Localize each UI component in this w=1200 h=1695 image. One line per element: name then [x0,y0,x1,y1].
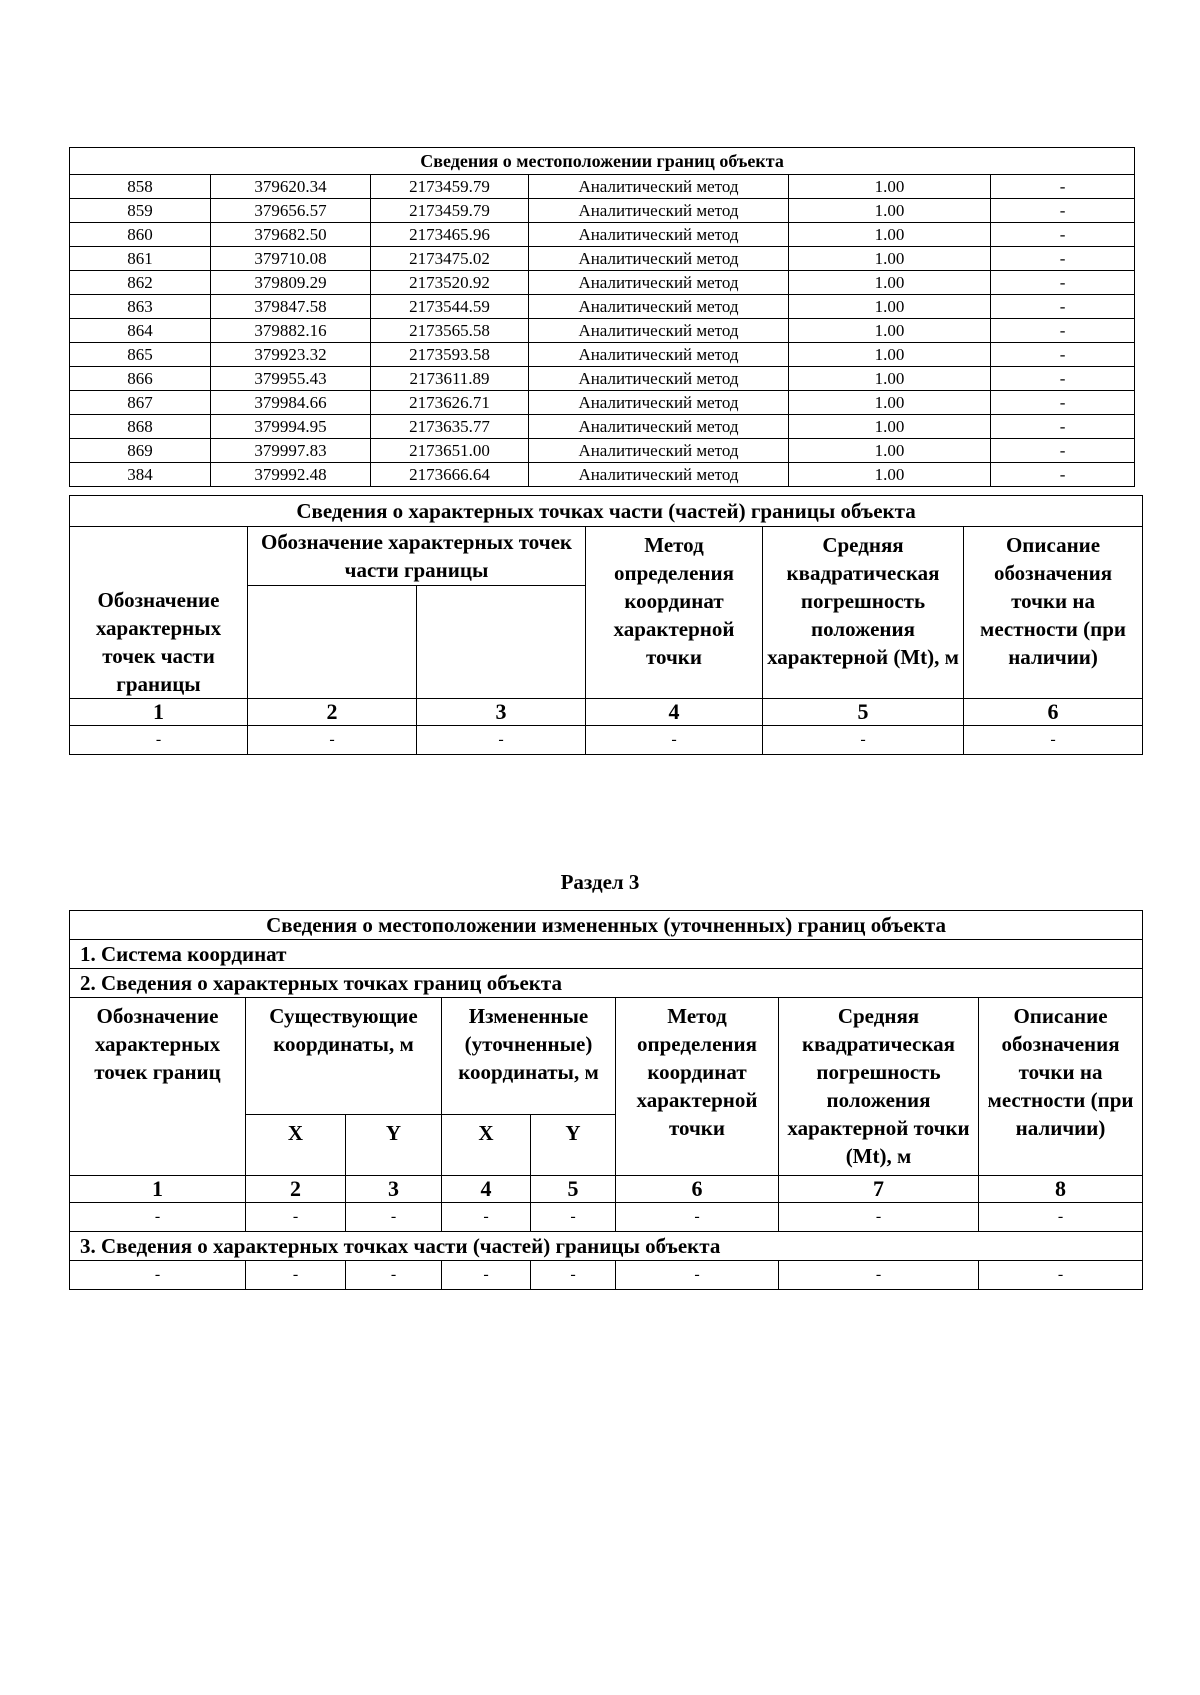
table-cell: 379984.66 [211,391,371,415]
table-cell: 859 [70,199,211,223]
table-cell: Аналитический метод [529,367,789,391]
col-number: 5 [763,699,964,726]
table-cell: 379656.57 [211,199,371,223]
table-cell: 2173459.79 [371,175,529,199]
table-cell: 2173626.71 [371,391,529,415]
table-cell: 1.00 [789,223,991,247]
table-cell: - [991,367,1135,391]
changed-boundary-table [69,910,1143,1290]
table-cell: - [531,1261,616,1290]
table-cell: Аналитический метод [529,223,789,247]
col-accuracy: Средняя квадратическая погрешность положения характерной (Mt), м [763,527,964,699]
table-cell: Аналитический метод [529,199,789,223]
table-row [70,439,1135,463]
table-cell: 379955.43 [211,367,371,391]
col-number: 4 [586,699,763,726]
header-row [70,998,1143,1115]
table-cell: 863 [70,295,211,319]
col-number: 2 [248,699,417,726]
table-cell: - [991,199,1135,223]
table-cell: - [586,726,763,755]
table-cell: 2173666.64 [371,463,529,487]
subsection-row [70,969,1143,998]
table-cell: - [991,175,1135,199]
table-cell: 2173465.96 [371,223,529,247]
col-number: 3 [346,1176,442,1203]
table-row [70,463,1135,487]
col-number: 4 [442,1176,531,1203]
table-row [70,343,1135,367]
table-row [70,319,1135,343]
col-number: 8 [979,1176,1143,1203]
col-changed-coordinates: Измененные (уточненные) координаты, м [442,998,616,1115]
table-title-row [70,911,1143,940]
header-row [70,527,1143,586]
col-number: 2 [246,1176,346,1203]
table-cell: 869 [70,439,211,463]
table2-title: Сведения о характерных точках части (частей) границы объекта [70,496,1143,527]
table-cell: - [442,1203,531,1232]
table-cell: 379809.29 [211,271,371,295]
table-cell: - [246,1203,346,1232]
table-cell: 384 [70,463,211,487]
table-cell: - [346,1203,442,1232]
table-cell: - [991,343,1135,367]
table-cell: 868 [70,415,211,439]
table-row [70,247,1135,271]
col-description: Описание обозначения точки на местности (при наличии) [979,998,1143,1176]
col-existing-x: X [246,1115,346,1176]
table-cell: 1.00 [789,439,991,463]
table-row [70,271,1135,295]
table-cell: 2173544.59 [371,295,529,319]
table-cell: 379847.58 [211,295,371,319]
boundary-points-table [69,147,1135,487]
table-cell: 1.00 [789,295,991,319]
col-number: 6 [964,699,1143,726]
table-cell: Аналитический метод [529,391,789,415]
table-cell: - [70,726,248,755]
table1-title: Сведения о местоположении границ объекта [70,148,1135,175]
table-cell: 1.00 [789,415,991,439]
col-method: Метод определения координат характерной точки [616,998,779,1176]
table-cell: 1.00 [789,343,991,367]
table-cell: - [991,247,1135,271]
table-title-row [70,148,1135,175]
subsection-row [70,940,1143,969]
table-cell: 379992.48 [211,463,371,487]
table-cell: - [616,1261,779,1290]
table-cell: - [70,1261,246,1290]
table-cell: 1.00 [789,175,991,199]
section-title: Раздел 3 [560,870,640,894]
table-row [70,415,1135,439]
table-cell: - [991,319,1135,343]
table-cell: Аналитический метод [529,463,789,487]
col-description: Описание обозначения точки на местности (при наличии) [964,527,1143,699]
col-number: 7 [779,1176,979,1203]
table-cell: 2173635.77 [371,415,529,439]
table-cell: 858 [70,175,211,199]
table-cell: - [979,1261,1143,1290]
table-cell: - [991,223,1135,247]
table-cell: Аналитический метод [529,175,789,199]
table-cell: 2173459.79 [371,199,529,223]
col-number: 1 [70,699,248,726]
table-cell: - [246,1261,346,1290]
empty-cell [417,586,586,699]
col-existing-y: Y [346,1115,442,1176]
table-cell: 2173611.89 [371,367,529,391]
table-row [70,223,1135,247]
table-cell: 866 [70,367,211,391]
table-cell: - [70,1203,246,1232]
table-row [70,391,1135,415]
col-number: 5 [531,1176,616,1203]
table-cell: - [779,1203,979,1232]
table-cell: - [531,1203,616,1232]
table-cell: - [763,726,964,755]
table-cell: - [991,415,1135,439]
table-cell: Аналитический метод [529,439,789,463]
table-cell: 2173520.92 [371,271,529,295]
table-cell: 1.00 [789,247,991,271]
table-cell: 1.00 [789,367,991,391]
table-cell: Аналитический метод [529,319,789,343]
col-number: 3 [417,699,586,726]
col-number: 6 [616,1176,779,1203]
table-cell: Аналитический метод [529,415,789,439]
table-row [70,1261,1143,1290]
column-numbers-row [70,1176,1143,1203]
col-existing-coordinates: Существующие координаты, м [246,998,442,1115]
col-number: 1 [70,1176,246,1203]
table-cell: - [417,726,586,755]
table-cell: - [442,1261,531,1290]
col-point-designation: Обозначение характерных точек границ [70,998,246,1176]
table3-title: Сведения о местоположении измененных (уточненных) границ объекта [70,911,1143,940]
table-cell: 862 [70,271,211,295]
table-cell: 864 [70,319,211,343]
table-cell: 865 [70,343,211,367]
table-cell: - [979,1203,1143,1232]
subsection-coordinate-system: 1. Система координат [70,940,1143,969]
table-cell: - [346,1261,442,1290]
table-cell: 379882.16 [211,319,371,343]
col-method: Метод определения координат характерной точки [586,527,763,699]
table-cell: 1.00 [789,271,991,295]
table-cell: 867 [70,391,211,415]
table-cell: 379997.83 [211,439,371,463]
table-cell: 379923.32 [211,343,371,367]
table-cell: 379710.08 [211,247,371,271]
table-cell: 860 [70,223,211,247]
table-row [70,1203,1143,1232]
table-cell: 1.00 [789,463,991,487]
table-cell: Аналитический метод [529,271,789,295]
table-cell: 1.00 [789,199,991,223]
table-cell: - [991,271,1135,295]
table-cell: 2173651.00 [371,439,529,463]
table-cell: 1.00 [789,319,991,343]
table-cell: 379994.95 [211,415,371,439]
col-accuracy: Средняя квадратическая погрешность положения характерной точки (Mt), м [779,998,979,1176]
col-changed-y: Y [531,1115,616,1176]
table-row [70,199,1135,223]
table-cell: - [991,439,1135,463]
table-cell: - [964,726,1143,755]
col-point-designation: Обозначение характерных точек части границы [70,527,248,699]
table-row [70,726,1143,755]
col-changed-x: X [442,1115,531,1176]
subsection-boundary-points: 2. Сведения о характерных точках границ объекта [70,969,1143,998]
table-cell: Аналитический метод [529,247,789,271]
table-row [70,295,1135,319]
table-cell: 379682.50 [211,223,371,247]
table-cell: 2173475.02 [371,247,529,271]
column-numbers-row [70,699,1143,726]
table-cell: - [991,295,1135,319]
table-cell: - [991,463,1135,487]
subsection-part-points: 3. Сведения о характерных точках части (частей) границы объекта [70,1232,1143,1261]
table-cell: - [991,391,1135,415]
empty-cell [248,586,417,699]
table-cell: 1.00 [789,391,991,415]
table-cell: - [616,1203,779,1232]
subsection-row [70,1232,1143,1261]
table-row [70,367,1135,391]
table-cell: Аналитический метод [529,343,789,367]
table-cell: 379620.34 [211,175,371,199]
table-cell: - [248,726,417,755]
table-cell: - [779,1261,979,1290]
table-cell: Аналитический метод [529,295,789,319]
table-row [70,175,1135,199]
table-cell: 861 [70,247,211,271]
table-title-row [70,496,1143,527]
col-part-points: Обозначение характерных точек части границы [248,527,586,586]
table-cell: 2173565.58 [371,319,529,343]
table-cell: 2173593.58 [371,343,529,367]
part-boundary-points-table [69,495,1143,755]
